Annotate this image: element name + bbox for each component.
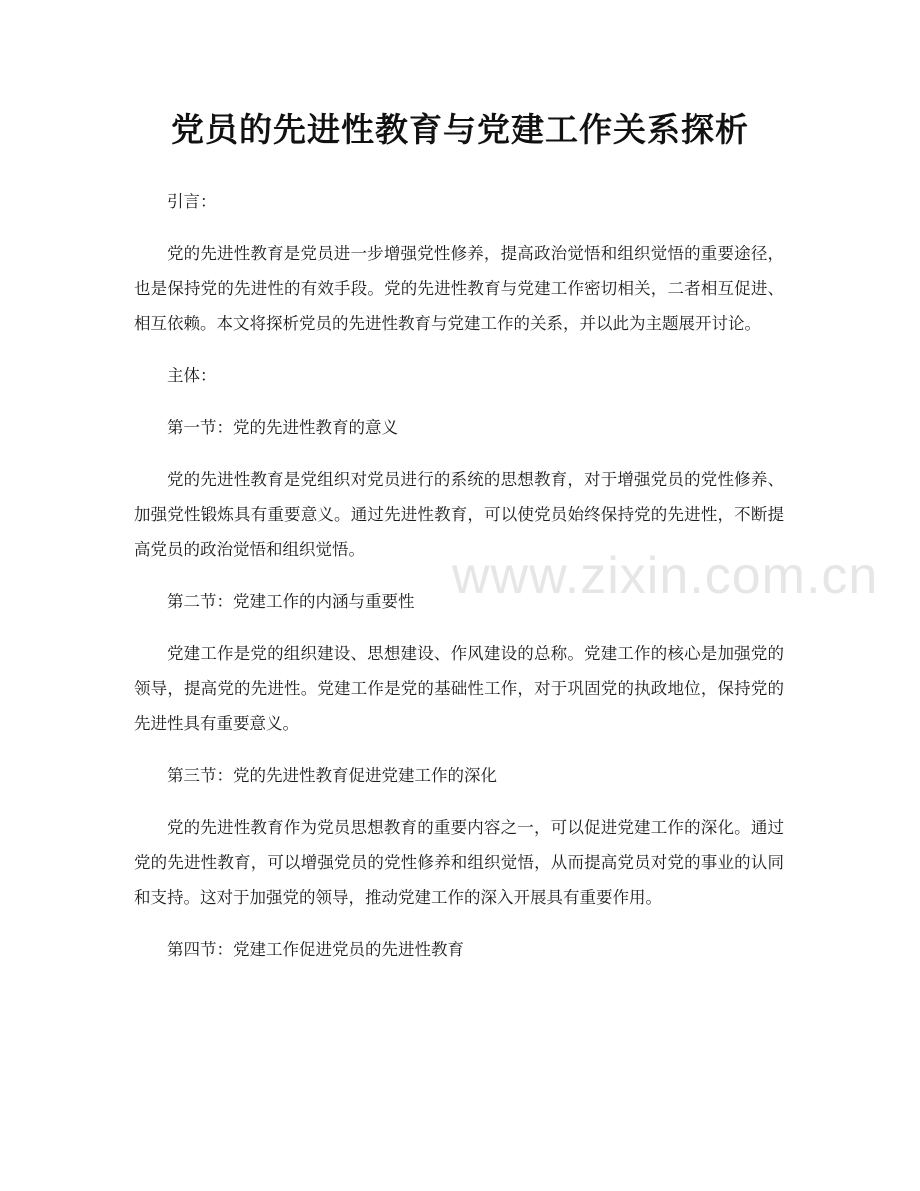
section-3-heading: 第三节：党的先进性教育促进党建工作的深化 bbox=[167, 766, 497, 785]
watermark: www.zixin.com.cn bbox=[452, 547, 879, 605]
section-3-paragraph: 党的先进性教育作为党员思想教育的重要内容之一，可以促进党建工作的深化。通过党的先进性教育，可以增强党员的党性修养和组织觉悟，从而提高党员对党的事业的认同和支持。这对于加强党的领导，推动党建工作的深入开展具有重要作用。 bbox=[134, 818, 784, 907]
body-label: 主体： bbox=[167, 366, 217, 385]
intro-paragraph: 党的先进性教育是党员进一步增强党性修养，提高政治觉悟和组织觉悟的重要途径，也是保持党的先进性的有效手段。党的先进性教育与党建工作密切相关，二者相互促进、相互依赖。本文将探析党员的先进性教育与党建工作的关系，并以此为主题展开讨论。 bbox=[134, 244, 784, 333]
section-2-heading: 第二节：党建工作的内涵与重要性 bbox=[167, 592, 415, 611]
section-2-paragraph: 党建工作是党的组织建设、思想建设、作风建设的总称。党建工作的核心是加强党的领导，提高党的先进性。党建工作是党的基础性工作，对于巩固党的执政地位，保持党的先进性具有重要意义。 bbox=[134, 644, 784, 733]
section-4-heading: 第四节：党建工作促进党员的先进性教育 bbox=[167, 940, 464, 959]
page-title: 党员的先进性教育与党建工作关系探析 bbox=[171, 110, 749, 149]
intro-label: 引言： bbox=[167, 192, 217, 211]
document-body bbox=[134, 184, 784, 967]
section-1-paragraph: 党的先进性教育是党组织对党员进行的系统的思想教育，对于增强党员的党性修养、加强党性锻炼具有重要意义。通过先进性教育，可以使党员始终保持党的先进性，不断提高党员的政治觉悟和组织觉悟。 bbox=[134, 470, 784, 559]
section-1-heading: 第一节：党的先进性教育的意义 bbox=[167, 418, 398, 437]
